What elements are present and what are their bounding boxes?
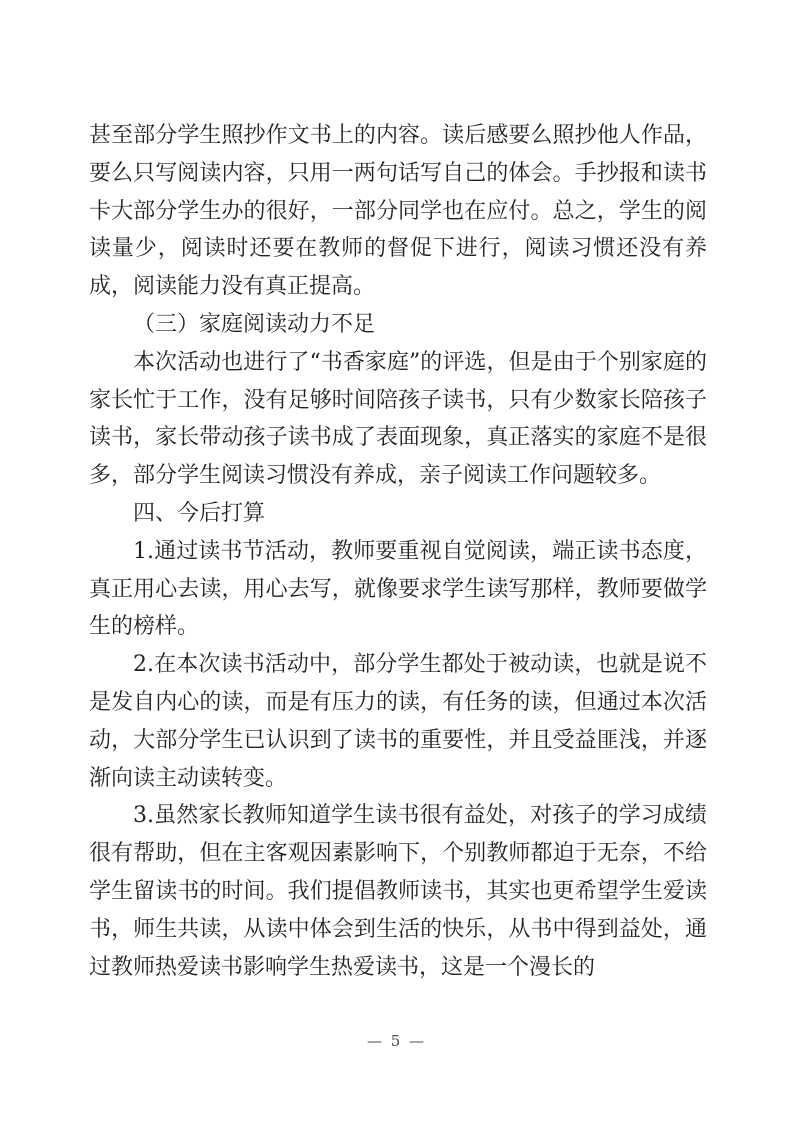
paragraph-reading-ability: 甚至部分学生照抄作文书上的内容。读后感要么照抄他人作品，要么只写阅读内容，只用一两句话写自己的体会。手抄报和读书卡大部分学生办的很好，一部分同学也在应付。总之，学生的阅读量少，阅读时还要在教师的督促下进行，阅读习惯还没有养成，阅读能力没有真正提高。 — [89, 123, 707, 300]
page-footer — [0, 1031, 793, 1051]
document-body — [89, 117, 707, 986]
paragraph-family-reading: 本次活动也进行了“书香家庭”的评选，但是由于个别家庭的家长忙于工作，没有足够时间陪孩子读书，只有少数家长陪孩子读书，家长带动孩子读书成了表面现象，真正落实的家庭不是很多，部分学生阅读习惯没有养成，亲子阅读工作问题较多。 — [89, 349, 707, 489]
section-heading-family-reading: （三）家庭阅读动力不足 — [133, 311, 376, 337]
paragraph-plan-3: 3.虽然家长教师知道学生读书很有益处，对孩子的学习成绩很有帮助，但在主客观因素影响下，个别教师都迫于无奈，不给学生留读书的时间。我们提倡教师读书，其实也更希望学生爱读书，师生共读，从读中体会到生活的快乐，从书中得到益处，通过教师热爱读书影响学生热爱读书，这是一个漫长的 — [89, 803, 707, 980]
page-number: — 5 — — [366, 1032, 427, 1050]
section-heading-future-plans: 四、今后打算 — [133, 500, 266, 526]
paragraph-plan-2: 2.在本次读书活动中，部分学生都处于被动读，也就是说不是发自内心的读，而是有压力的读，有任务的读，但通过本次活动，大部分学生已认识到了读书的重要性，并且受益匪浅，并逐渐向读主动读转变。 — [89, 652, 707, 791]
paragraph-plan-1: 1.通过读书节活动，教师要重视自觉阅读，端正读书态度，真正用心去读，用心去写，就像要求学生读写那样，教师要做学生的榜样。 — [89, 538, 707, 640]
